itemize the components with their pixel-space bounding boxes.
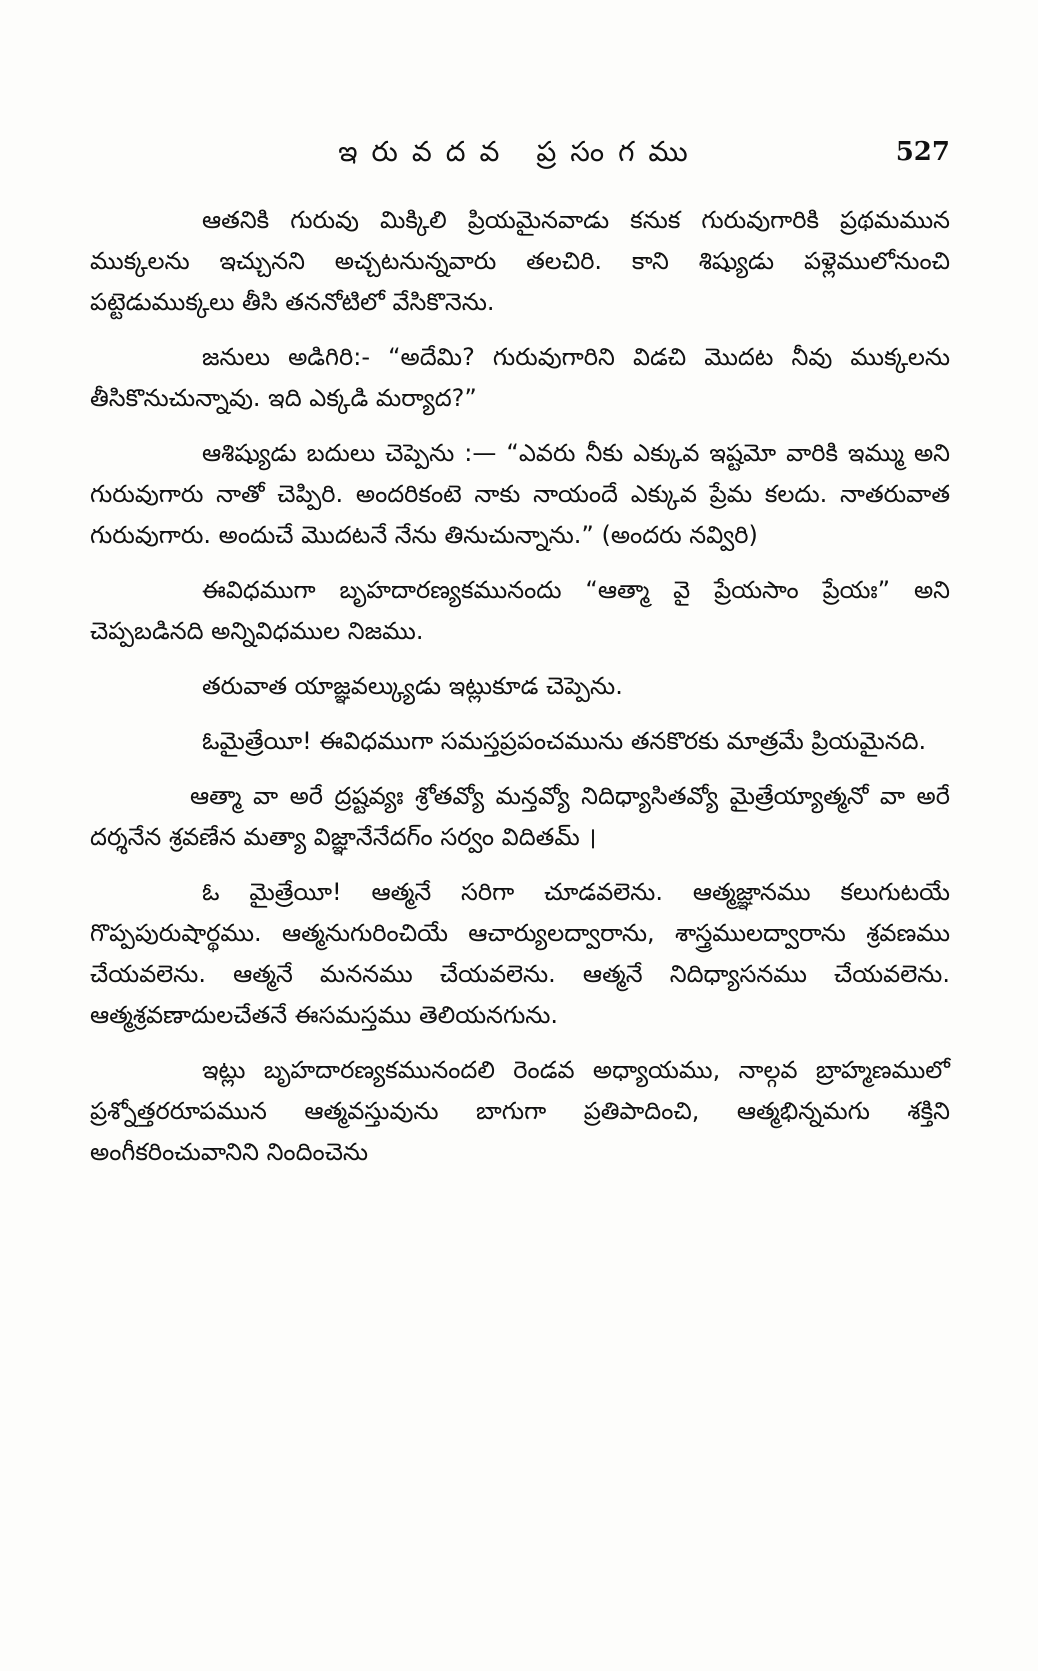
paragraph-5: తరువాత యాజ్ఞవల్క్యుడు ఇట్లుకూడ చెప్పెను. <box>202 672 623 700</box>
paragraph-8: ఓ మైత్రేయీ! ఆత్మనే సరిగా చూడవలెను. ఆత్మజ్ఞానము కలుగుటయే గొప్పపురుషార్థము. ఆత్మనుగురించియే ఆచార్యులద్వారాను, శాస్త్రములద్వారాను శ్రవణము చేయవలెను. ఆత్మనే మననము చేయవలెను. ఆత్మనే నిదిధ్యాసనము చేయవలెను. ఆత్మశ్రవణాదులచేతనే ఈసమస్తము తెలియనగును. <box>90 878 950 1029</box>
paragraph-6: ఓమైత్రేయీ! ఈవిధముగా సమస్తప్రపంచమును తనకొరకు మాత్రమే ప్రియమైనది. <box>202 727 927 755</box>
paragraph-3: ఆశిష్యుడు బదులు చెప్పెను :— “ఎవరు నీకు ఎక్కువ ఇష్టమో వారికి ఇమ్ము అని గురువుగారు నాతో చెప్పిరి. అందరికంటె నాకు నాయందే ఎక్కువ ప్రేమ కలదు. నాతరువాత గురువుగారు. అందుచే మొదటనే నేను తినుచున్నాను.” (అందరు నవ్విరి) <box>90 439 950 549</box>
sanskrit-verse: ఆత్మా వా అరే ద్రష్టవ్యః శ్రోతవ్యో మన్తవ్యో నిదిధ్యాసితవ్యో మైత్రేయ్యాత్మనో వా అరే దర్శనేన శ్రవణేన మత్యా విజ్ఞానేనేదగ్ం సర్వం విదితమ్ । <box>90 782 950 851</box>
running-title: ఇరువదవ ప్రసంగము <box>338 135 702 168</box>
paragraph-9: ఇట్లు బృహదారణ్యకమునందలి రెండవ అధ్యాయము, నాల్గవ బ్రాహ్మణములో ప్రశ్నోత్తరరూపమున ఆత్మవస్తువును బాగుగా ప్రతిపాదించి, ఆత్మభిన్నమగు శక్తిని అంగీకరించువానిని నిందించెను <box>90 1056 950 1166</box>
paragraph-2: జనులు అడిగిరి:- “అదేమి? గురువుగారిని విడచి మొదట నీవు ముక్కలను తీసికొనుచున్నావు. ఇది ఎక్కడి మర్యాద?” <box>90 343 950 412</box>
paragraph-4: ఈవిధముగా బృహదారణ్యకమునందు “ఆత్మా వై ప్రేయసాం ప్రేయః” అని చెప్పబడినది అన్నివిధముల నిజము. <box>90 576 950 645</box>
page-body <box>90 200 950 1173</box>
paragraph-1: ఆతనికి గురువు మిక్కిలి ప్రియమైనవాడు కనుక గురువుగారికి ప్రథమమున ముక్కలను ఇచ్చునని అచ్చటనున్నవారు తలచిరి. కాని శిష్యుడు పళ్లెములోనుంచి పట్టెడుముక్కలు తీసి తననోటిలో వేసికొనెను. <box>90 206 950 316</box>
page-header <box>90 132 950 172</box>
page-number: 527 <box>895 137 950 167</box>
